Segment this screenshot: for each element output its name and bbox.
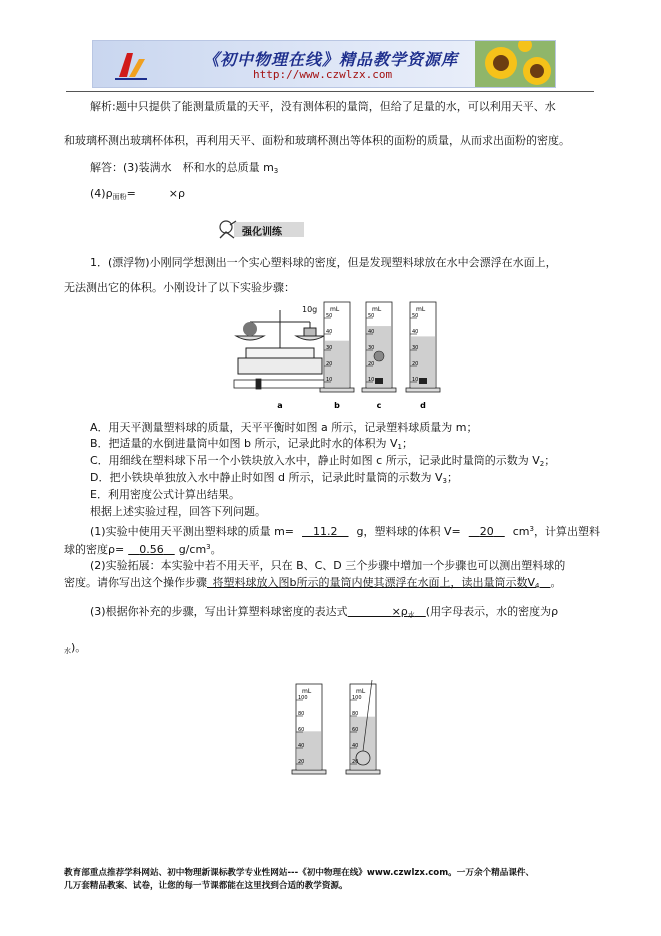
step-b: B．把适量的水倒进量筒中如图 b 所示，记录此时水的体积为 $V_1$； bbox=[90, 437, 414, 451]
figure-label-c: c bbox=[376, 401, 382, 410]
left-cylinder-tick-label: 100 bbox=[298, 695, 308, 701]
cylinder-d-base bbox=[406, 388, 440, 392]
step-e: E．利用密度公式计算出结果。 bbox=[90, 488, 240, 501]
cylinder-c-unit: mL bbox=[372, 306, 382, 313]
cylinder-d-tick-label: 50 bbox=[412, 313, 419, 319]
cylinder-c-tick-label: 40 bbox=[368, 329, 375, 335]
answer-line-2: $(4)\rho_{面粉}=$ ×ρ bbox=[90, 187, 185, 201]
step-d: D．把小铁块单独放入水中静止时如图 d 所示，记录此时量筒的示数为 $V_3$； bbox=[90, 471, 458, 485]
left-cylinder-tick-label: 60 bbox=[298, 727, 305, 733]
figure-label-a: a bbox=[277, 401, 283, 410]
step-a: A．用天平测量塑料球的质量，天平平衡时如图 a 所示，记录塑料球质量为 m； bbox=[90, 421, 478, 434]
site-logo bbox=[113, 47, 151, 81]
step-c: C．用细线在塑料球下吊一个小铁块放入水中，静止时如图 c 所示，记录此时量筒的示数为 $V_2$； bbox=[90, 454, 556, 468]
question-2-line-2: 密度。请你写出这个操作步骤 将塑料球放入图b所示的量筒内使其漂浮在水面上，读出量筒示数$V_4$ 。 bbox=[64, 576, 562, 590]
cylinder-b-base bbox=[320, 388, 354, 392]
cylinder-b-unit: mL bbox=[330, 306, 340, 313]
question-2-line-1: (2)实验拓展：本实验中若不用天平，只在 B、C、D 三个步骤中增加一个步骤也可以测出塑料球的 bbox=[90, 559, 566, 572]
analysis-line-2: 和玻璃杯测出玻璃杯体积，再利用天平、面粉和玻璃杯测出等体积的面粉的质量，从而求出面粉的密度。 bbox=[64, 134, 570, 147]
site-url[interactable]: http://www.czwlzx.com bbox=[253, 68, 393, 81]
right-cylinder-tick-label: 40 bbox=[352, 743, 359, 749]
right-cylinder-tick-label: 20 bbox=[352, 759, 359, 765]
cylinder-b-tick-label: 50 bbox=[326, 313, 333, 319]
right-cylinder-unit: mL bbox=[356, 688, 366, 695]
sunflower-image bbox=[475, 41, 555, 87]
section-header bbox=[214, 218, 306, 240]
analysis-label: 解析: bbox=[90, 100, 116, 113]
cylinder-c-tick-label: 30 bbox=[368, 345, 375, 351]
iron-block-c bbox=[375, 378, 383, 384]
weight-label: 10g bbox=[302, 305, 318, 314]
problem-intro-2: 无法测出它的体积。小刚设计了以下实验步骤： bbox=[64, 281, 295, 294]
problem-prompt: 根据上述实验过程，回答下列问题。 bbox=[90, 505, 266, 518]
question-3-line-2: $_水$)。 bbox=[64, 641, 87, 655]
cylinder-d-tick-label: 20 bbox=[412, 361, 419, 367]
iron-block-d bbox=[419, 378, 427, 384]
experiment-figure bbox=[226, 298, 444, 416]
left-cylinder-tick-label: 20 bbox=[298, 759, 305, 765]
header-banner bbox=[92, 40, 556, 88]
right-cylinder-tick-label: 100 bbox=[352, 695, 362, 701]
cylinder-c-tick-label: 20 bbox=[368, 361, 375, 367]
section-title: 强化训练 bbox=[242, 227, 282, 238]
submerged-ball bbox=[374, 351, 384, 361]
cylinders bbox=[320, 302, 440, 392]
header-divider bbox=[66, 91, 594, 92]
footer-line-1: 教育部重点推荐学科网站、初中物理新课标教学专业性网站---《初中物理在线》www.czwlzx.com。一万余个精品课件、 bbox=[64, 868, 535, 878]
cylinder-b-tick-label: 10 bbox=[326, 377, 333, 383]
graduated-cylinder-figure bbox=[282, 680, 386, 780]
cylinder-c-tick-label: 50 bbox=[368, 313, 375, 319]
left-cylinder-unit: mL bbox=[302, 688, 312, 695]
analysis-line-1: 解析:题中只提供了能测量质量的天平，没有测体积的量筒，但给了足量的水，可以利用天平、水 bbox=[90, 100, 556, 113]
cylinder-b-tick-label: 40 bbox=[326, 329, 333, 335]
problem-intro-1: 1．(漂浮物)小刚同学想测出一个实心塑料球的密度，但是发现塑料球放在水中会漂浮在水面上， bbox=[90, 256, 557, 269]
site-title: 《初中物理在线》精品教学资源库 bbox=[203, 50, 459, 69]
cylinder-b-tick-label: 20 bbox=[326, 361, 333, 367]
cylinder-b-tick-label: 30 bbox=[326, 345, 333, 351]
cylinder-d-tick-label: 40 bbox=[412, 329, 419, 335]
figure-label-b: b bbox=[334, 401, 340, 410]
right-cylinder-base bbox=[346, 770, 380, 774]
cylinder-d-tick-label: 30 bbox=[412, 345, 419, 351]
question-3-line-1: (3)根据你补充的步骤，写出计算塑料球密度的表达式 $\times\rho_水$ (用字母表示，水的密度为ρ bbox=[90, 605, 559, 619]
question-1-line-1: (1)实验中使用天平测出塑料球的质量 m= 11.2 g，塑料球的体积 V= 20 $cm^3$，计算出塑料 bbox=[90, 525, 600, 538]
figure-label-d: d bbox=[420, 401, 426, 410]
right-cylinder-tick-label: 80 bbox=[352, 711, 359, 717]
cylinder-d-unit: mL bbox=[416, 306, 426, 313]
cylinder-d-tick-label: 10 bbox=[412, 377, 419, 383]
left-cylinder-tick-label: 80 bbox=[298, 711, 305, 717]
footer-line-2: 几万套精品教案、试卷，让您的每一节课都能在这里找到合适的教学资源。 bbox=[64, 881, 348, 891]
question-1-line-2: 球的密度ρ= 0.56 $g/cm^3$。 bbox=[64, 543, 222, 556]
cylinder-c-tick-label: 10 bbox=[368, 377, 375, 383]
left-cylinder-tick-label: 40 bbox=[298, 743, 305, 749]
left-cylinder-base bbox=[292, 770, 326, 774]
cylinder-c-base bbox=[362, 388, 396, 392]
balance-scale bbox=[236, 310, 324, 374]
right-cylinder-tick-label: 60 bbox=[352, 727, 359, 733]
answer-line-1: 解答：(3)装满水 杯和水的总质量 $m_3$ bbox=[90, 161, 279, 175]
plastic-ball bbox=[243, 322, 257, 336]
